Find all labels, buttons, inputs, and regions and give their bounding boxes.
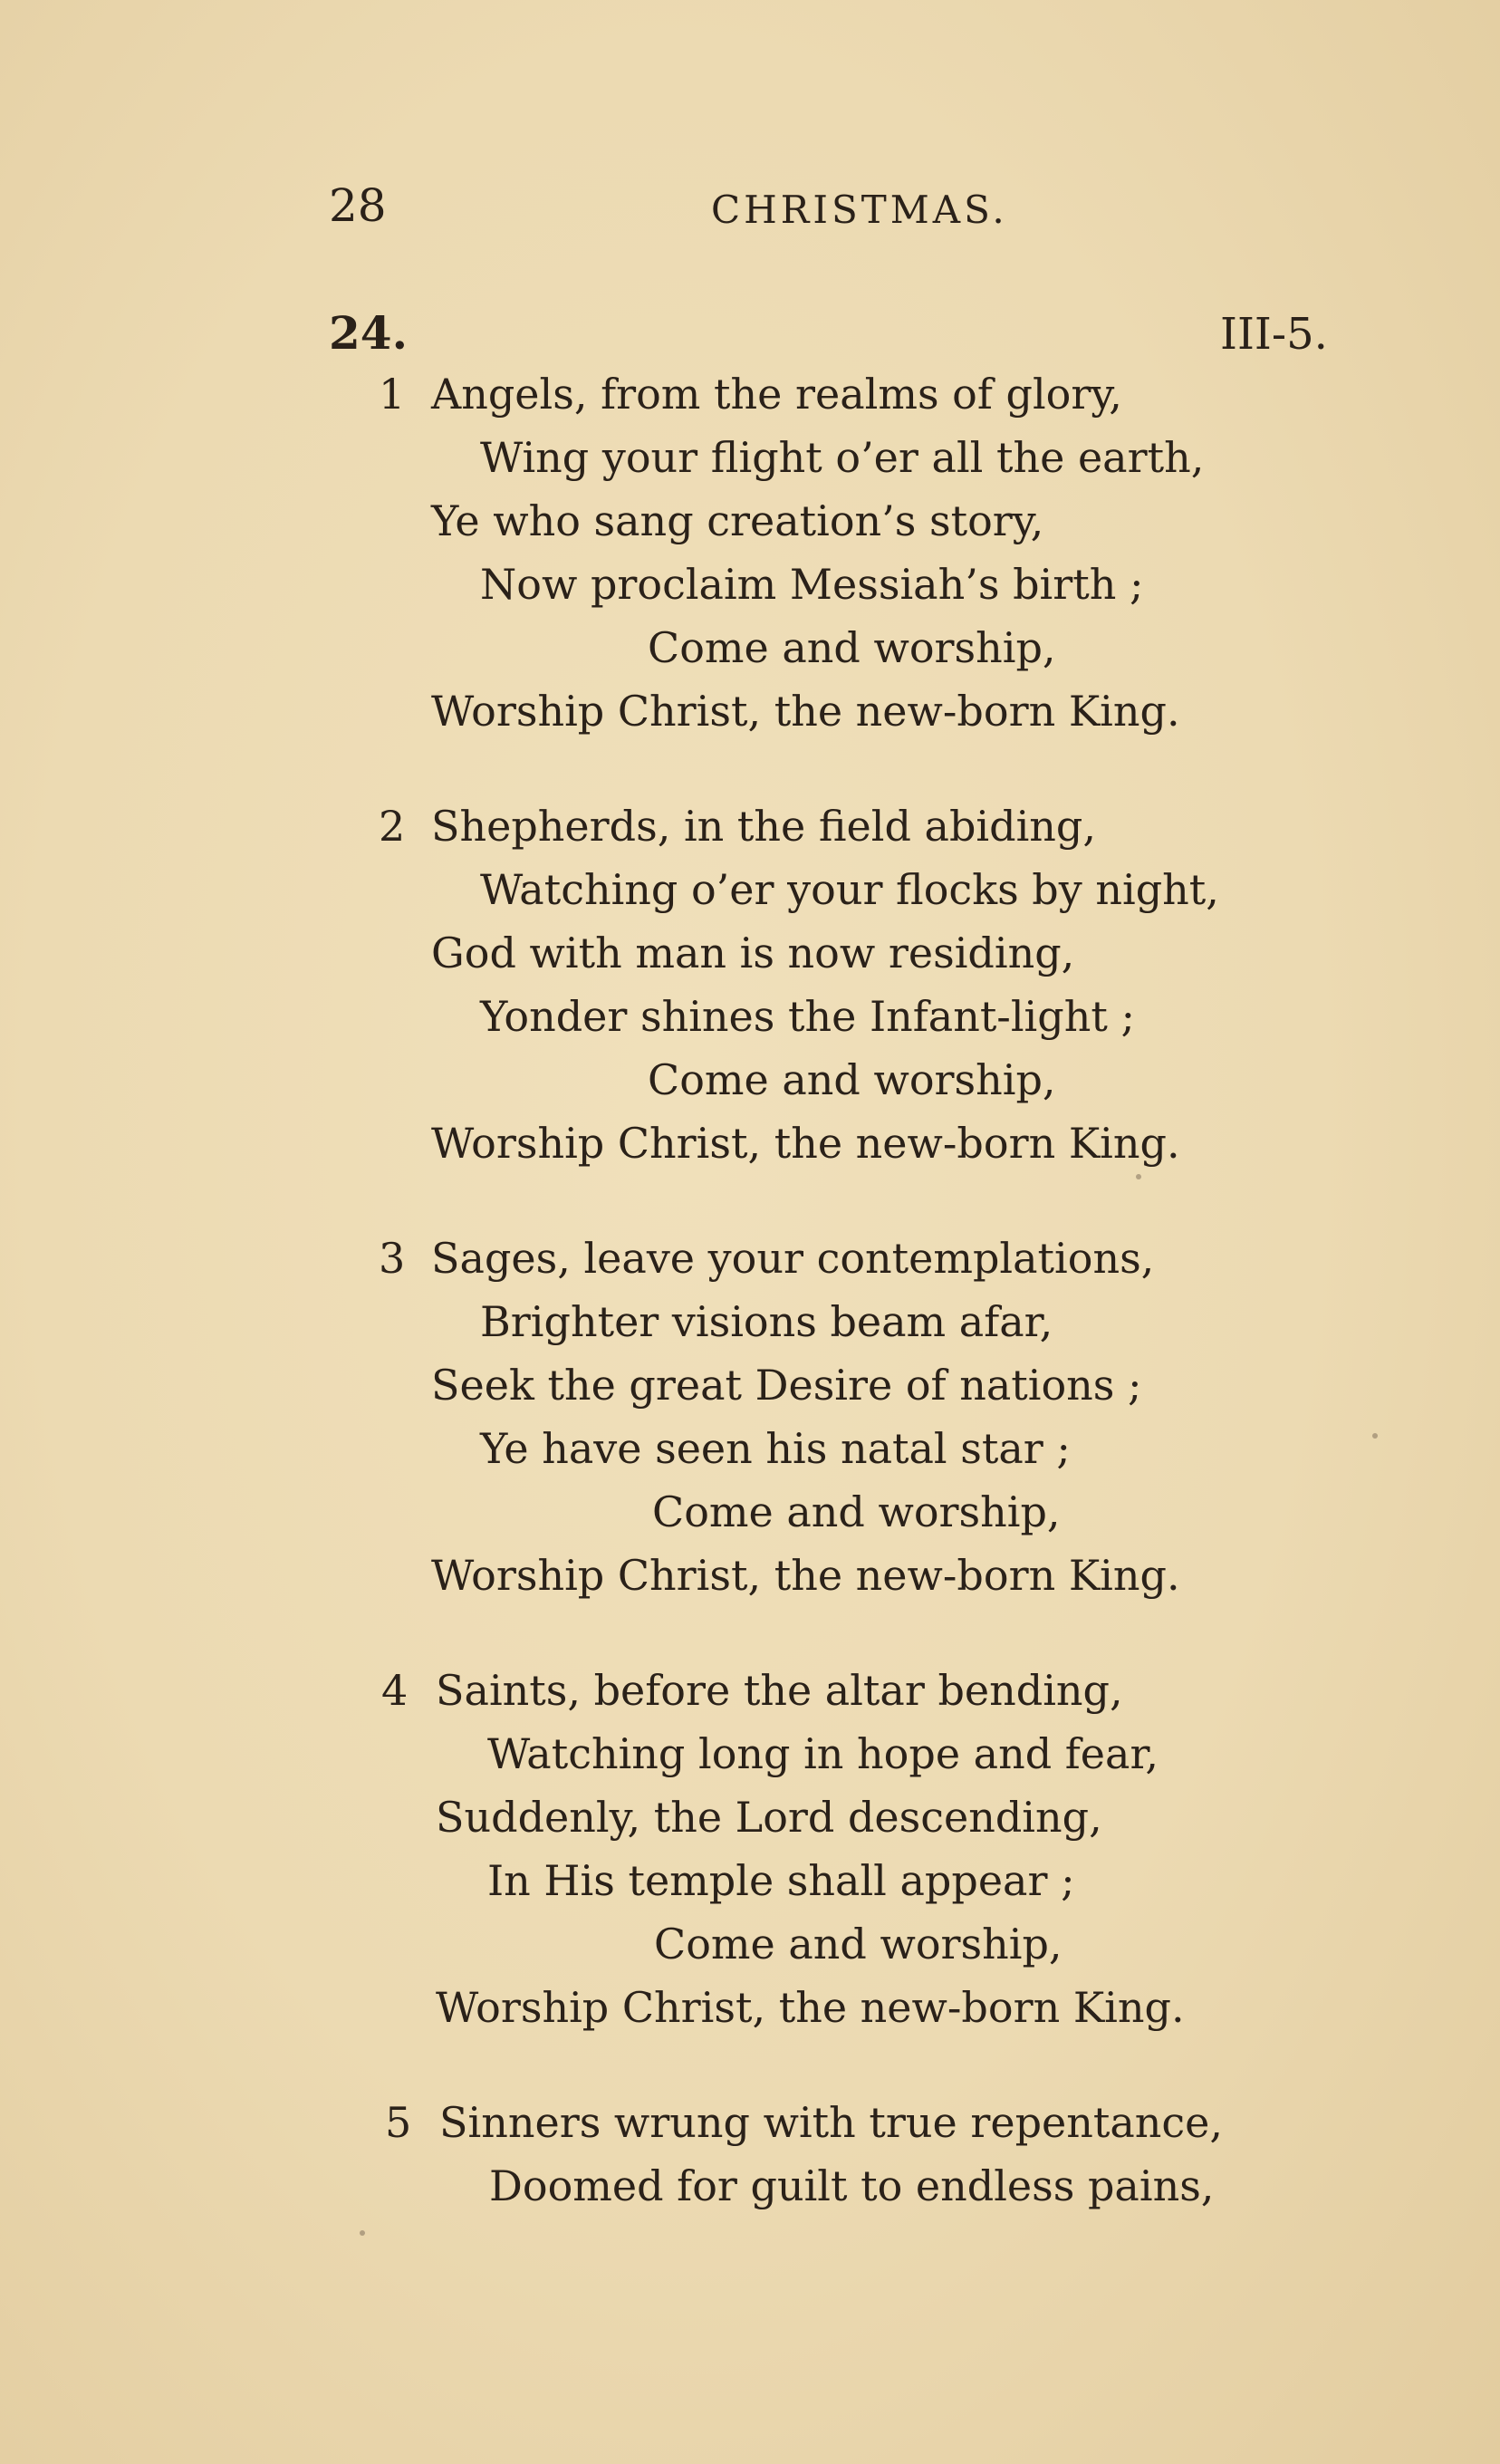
verse-line: In His temple shall appear ; [487,1856,1075,1905]
verse-line: Angels, from the realms of glory, [431,370,1122,419]
verse-line: Watching long in hope and fear, [487,1729,1159,1778]
verse-line: Seek the great Desire of nations ; [431,1361,1142,1410]
verse-number: 4 [381,1666,409,1715]
verse-refrain: Worship Christ, the new-born King. [436,1983,1185,2032]
verse-line: Watching o’er your flocks by night, [480,865,1219,914]
verse-line: Doomed for guilt to endless pains, [489,2161,1215,2210]
verse-line: Ye who sang creation’s story, [431,496,1044,545]
verse-number: 5 [385,2098,412,2147]
ink-speck [1372,1433,1378,1439]
verse-refrain: Come and worship, [648,623,1056,672]
verse-line: Sinners wrung with true repentance, [439,2098,1224,2147]
verse-refrain: Worship Christ, the new-born King. [431,1551,1180,1600]
section-title: CHRISTMAS. [711,188,1008,232]
verse-refrain: Worship Christ, the new-born King. [431,1119,1180,1168]
verse-line: Saints, before the altar bending, [436,1666,1123,1715]
verse-refrain: Come and worship, [652,1487,1061,1536]
verse-line: God with man is now residing, [431,929,1075,977]
verse-line: Sages, leave your contemplations, [431,1234,1155,1283]
hymn-number: 24. [329,306,408,360]
ink-speck [1136,1174,1141,1179]
verse-number: 3 [379,1234,406,1283]
hymn-meter: III-5. [1220,309,1328,360]
verse-line: Ye have seen his natal star ; [480,1424,1071,1473]
verse-refrain: Come and worship, [648,1055,1056,1104]
verse-refrain: Come and worship, [654,1920,1062,1968]
verse-number: 1 [379,370,406,419]
verse-line: Suddenly, the Lord descending, [436,1793,1102,1842]
verse-line: Brighter visions beam afar, [480,1297,1053,1346]
ink-speck [360,2230,365,2236]
verse-refrain: Worship Christ, the new-born King. [431,687,1180,736]
verse-line: Shepherds, in the field abiding, [431,802,1096,851]
verse-line: Now proclaim Messiah’s birth ; [480,560,1144,609]
verse-line: Yonder shines the Infant-light ; [480,992,1135,1041]
verse-number: 2 [379,802,406,851]
page-number: 28 [329,179,387,232]
verse-line: Wing your flight o’er all the earth, [480,433,1205,482]
